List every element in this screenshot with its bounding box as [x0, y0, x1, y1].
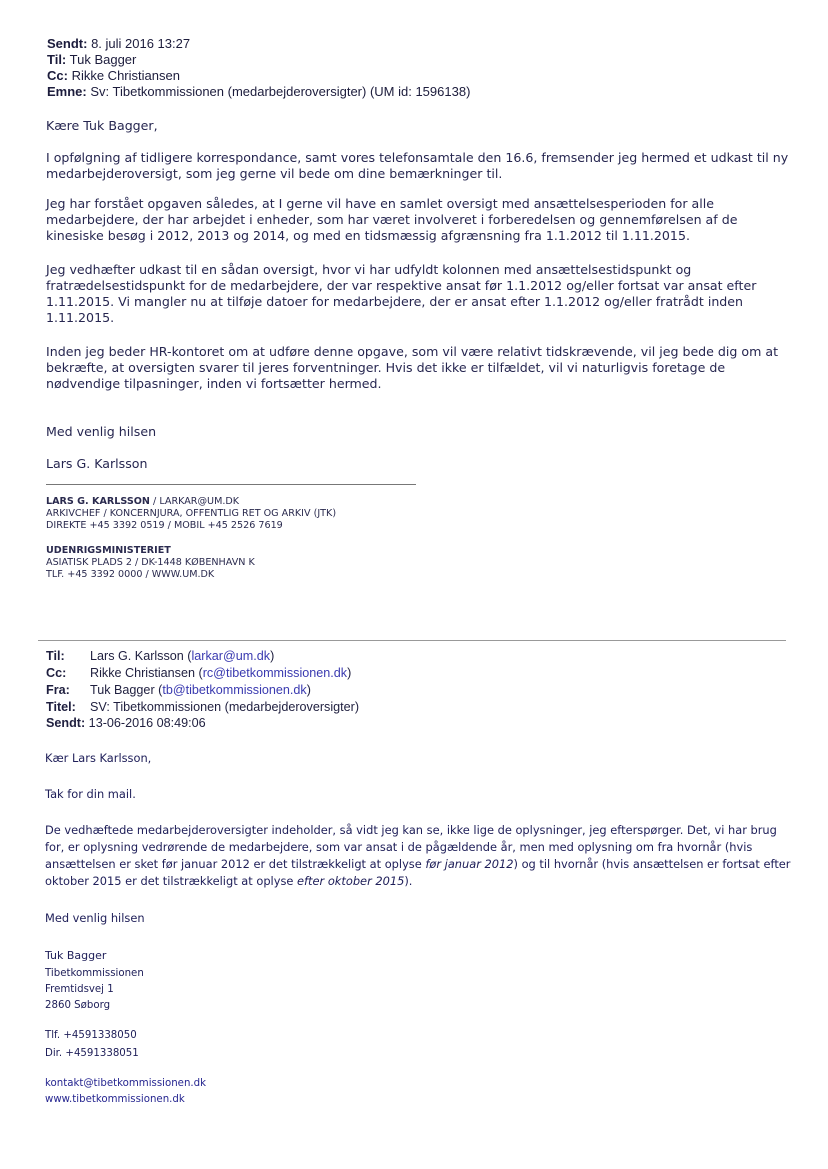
signature-org: UDENRIGSMINISTERIET — [46, 545, 171, 556]
signature-divider — [46, 484, 416, 485]
reply-paragraph-2: Jeg har forstået opgaven således, at I gerne vil have en samlet oversigt med ansættelsesperioden for alle medarbejdere, der har arbejdet i enheder, som har været involveret i forberedelsen og gennemførelsen af de kinesiske besøg i 2012, 2013 og 2014, og med en tidsmæssig afgrænsning fra 1.1.2012 til 1.11.2015. — [46, 196, 738, 243]
forwarded-cc: Rikke Christiansen (rc@tibetkommissionen.dk) — [90, 666, 352, 680]
reply-paragraph-4: Inden jeg beder HR-kontoret om at udføre denne opgave, som vil være relativt tidskrævende, vil jeg bede dig om at bekræfte, at oversigten svarer til jeres forventninger. Hvis det ikke er tilfældet, vil vi naturligvis foretage de nødvendige tilpasninger, inden vi fortsætter hermed. — [46, 344, 779, 391]
forwarded-title: SV: Tibetkommissionen (medarbejderoversigter) — [90, 700, 360, 714]
forwarded-to: Lars G. Karlsson (larkar@um.dk) — [90, 649, 275, 663]
header-sent: Sendt: 8. juli 2016 13:27 — [47, 36, 191, 51]
forwarded-from-email-link[interactable]: tb@tibetkommissionen.dk — [162, 683, 307, 697]
reply-sender-name: Lars G. Karlsson — [46, 456, 148, 471]
header-to: Til: Tuk Bagger — [47, 52, 137, 67]
original-sig-org: Tibetkommissionen — [45, 968, 144, 979]
reply-greeting: Kære Tuk Bagger, — [46, 118, 158, 133]
original-closing: Med venlig hilsen — [45, 911, 145, 925]
signature-title: ARKIVCHEF / KONCERNJURA, OFFENTLIG RET OG ARKIV (JTK) — [46, 508, 337, 519]
signature-name-line: LARS G. KARLSSON / LARKAR@UM.DK — [46, 496, 240, 507]
signature-phones: DIREKTE +45 3392 0519 / MOBIL +45 2526 7619 — [46, 520, 283, 531]
forwarded-to-email-link[interactable]: larkar@um.dk — [191, 649, 271, 663]
original-sig-web-link[interactable]: www.tibetkommissionen.dk — [45, 1094, 185, 1105]
original-greeting: Kær Lars Karlsson, — [45, 751, 152, 765]
original-sig-city: 2860 Søborg — [45, 1000, 111, 1011]
forwarded-cc-email-link[interactable]: rc@tibetkommissionen.dk — [202, 666, 348, 680]
signature-address: ASIATISK PLADS 2 / DK-1448 KØBENHAVN K — [46, 557, 255, 568]
message-separator — [38, 640, 786, 641]
original-thanks: Tak for din mail. — [45, 787, 136, 801]
forwarded-from: Tuk Bagger (tb@tibetkommissionen.dk) — [90, 683, 311, 697]
header-subject: Emne: Sv: Tibetkommissionen (medarbejderoversigter) (UM id: 1596138) — [47, 84, 471, 99]
signature-email-link[interactable]: LARKAR@UM.DK — [159, 496, 240, 507]
signature-contact: TLF. +45 3392 0000 / WWW.UM.DK — [46, 569, 215, 580]
original-body: De vedhæftede medarbejderoversigter indeholder, så vidt jeg kan se, ikke lige de oplysninger, jeg efterspørger. Det, vi har brug for, er oplysning vedrørende de medarbejdere, som var ansat i de pågældende år, men med oplysning om fra hvornår (hvis ansættelsen er sket før januar 2012 er det tilstrækkeligt at oplyse før januar 2012) og til hvornår (hvis ansættelsen er fortsat efter oktober 2015 er det tilstrækkeligt at oplyse efter oktober 2015). — [45, 823, 791, 888]
original-sig-tlf: Tlf. +4591338050 — [45, 1030, 137, 1041]
header-cc: Cc: Rikke Christiansen — [47, 68, 180, 83]
original-sig-name: Tuk Bagger — [45, 949, 107, 962]
reply-paragraph-3: Jeg vedhæfter udkast til en sådan oversigt, hvor vi har udfyldt kolonnen med ansættelsestidspunkt og fratrædelsestidspunkt for de medarbejdere, der var respektive ansat før 1.1.2012 og/eller fortsat var ansat efter 1.11.2015. Vi mangler nu at tilføje datoer for medarbejdere, der er ansat efter 1.1.2012 og/eller fratrådt inden 1.11.2015. — [46, 262, 757, 325]
forwarded-sent: Sendt: 13-06-2016 08:49:06 — [46, 716, 206, 730]
original-sig-dir: Dir. +4591338051 — [45, 1048, 139, 1059]
original-sig-email-link[interactable]: kontakt@tibetkommissionen.dk — [45, 1078, 207, 1089]
reply-paragraph-1: I opfølgning af tidligere korrespondance, samt vores telefonsamtale den 16.6, fremsender jeg hermed et udkast til ny medarbejderoversigt, som jeg gerne vil bede om dine bemærkninger til. — [46, 150, 789, 181]
original-sig-street: Fremtidsvej 1 — [45, 984, 114, 995]
reply-closing: Med venlig hilsen — [46, 424, 157, 439]
